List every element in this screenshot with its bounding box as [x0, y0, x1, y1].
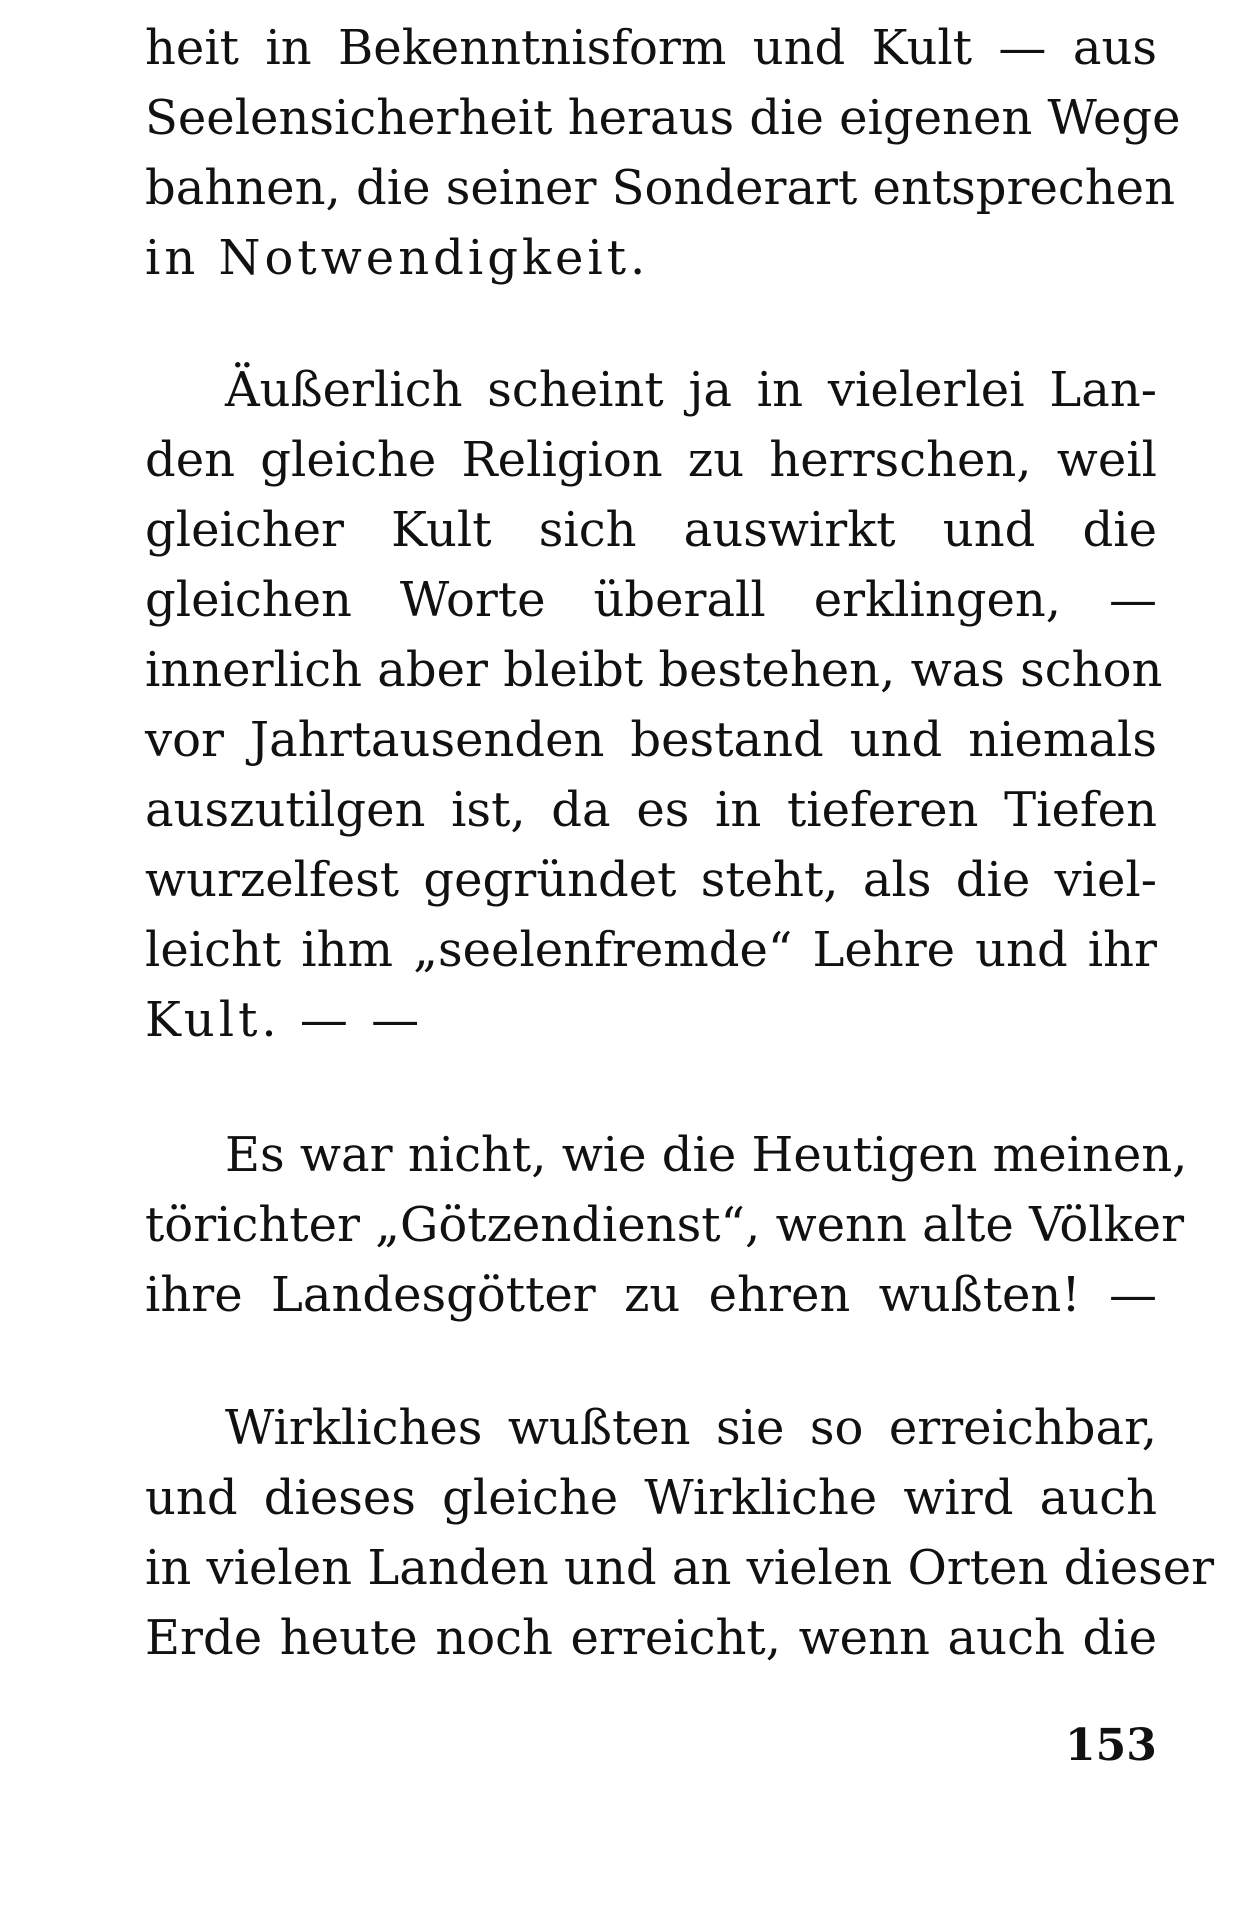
text-line: ihre Landesgötter zu ehren wußten! — [145, 1267, 1157, 1323]
text-line: törichter „Götzendienst“, wenn alte Völker [145, 1197, 1185, 1253]
text-line: Wirkliches wußten sie so erreichbar, [225, 1400, 1157, 1456]
text-line: auszutilgen ist, da es in tieferen Tiefen [145, 782, 1157, 838]
text-line: vor Jahrtausenden bestand und niemals [145, 712, 1157, 768]
text-line: Erde heute noch erreicht, wenn auch die [145, 1610, 1157, 1666]
text-line: Äußerlich scheint ja in vielerlei Lan- [225, 362, 1157, 418]
text-line: heit in Bekenntnisform und Kult — aus [145, 20, 1157, 76]
text-line: innerlich aber bleibt bestehen, was schon [145, 642, 1163, 698]
text-line: Kult. — — [145, 992, 424, 1048]
text-line: leicht ihm „seelenfremde“ Lehre und ihr [145, 922, 1157, 978]
page-number: 153 [1065, 1720, 1157, 1771]
text-line: und dieses gleiche Wirkliche wird auch [145, 1470, 1157, 1526]
text-line: in Notwendigkeit. [145, 230, 650, 286]
text-line: bahnen, die seiner Sonderart entsprechen [145, 160, 1175, 216]
text-line: den gleiche Religion zu herrschen, weil [145, 432, 1157, 488]
text-line: gleichen Worte überall erklingen, — [145, 572, 1157, 628]
text-line: gleicher Kult sich auswirkt und die [145, 502, 1157, 558]
text-line: in vielen Landen und an vielen Orten dieser [145, 1540, 1215, 1596]
text-line: Es war nicht, wie die Heutigen meinen, [225, 1127, 1188, 1183]
text-line: wurzelfest gegründet steht, als die viel- [145, 852, 1157, 908]
text-line: Seelensicherheit heraus die eigenen Wege [145, 90, 1181, 146]
